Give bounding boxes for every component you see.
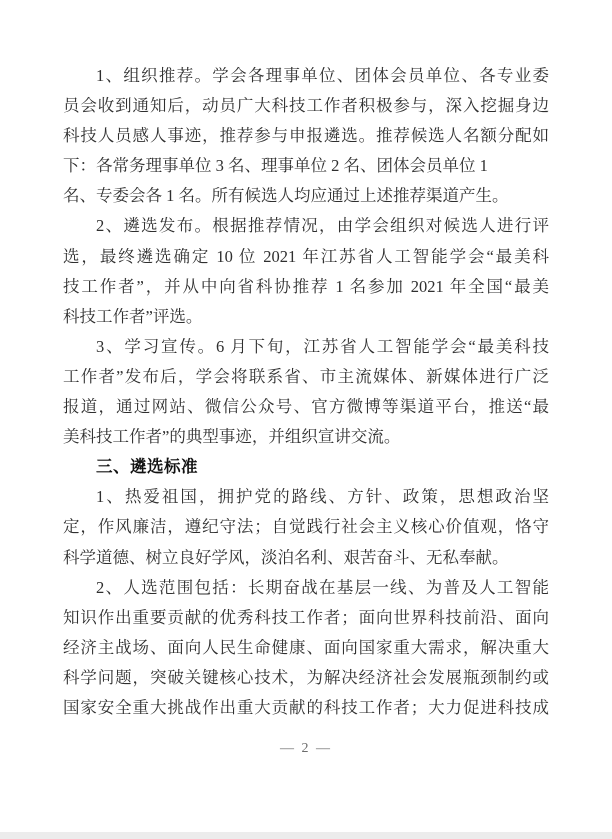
text-line: 员会收到通知后，动员广大科技工作者积极参与，深入挖掘身边	[63, 96, 549, 116]
section-heading: 三、遴选标准	[96, 457, 198, 477]
text-line: 美科技工作者”的典型事迹，并组织宣讲交流。	[63, 427, 401, 447]
text-line: 科技工作者”评选。	[63, 306, 203, 326]
page-number: — 2 —	[280, 741, 332, 756]
text-line: 定，作风廉洁，遵纪守法；自觉践行社会主义核心价值观，恪守	[63, 517, 549, 537]
text-line: 1、组织推荐。学会各理事单位、团体会员单位、各专业委	[96, 66, 549, 85]
text-line: 选，最终遴选确定 10 位 2021 年江苏省人工智能学会“最美科	[63, 246, 549, 266]
page-gap-divider	[0, 832, 612, 839]
text-line: 经济主战场、面向人民生命健康、面向国家重大需求，解决重大	[63, 637, 549, 657]
text-line: 2、遴选发布。根据推荐情况，由学会组织对候选人进行评	[96, 216, 549, 236]
text-line: 1、热爱祖国，拥护党的路线、方针、政策，思想政治坚	[96, 487, 549, 507]
text-line: 报道，通过网站、微信公众号、官方微博等渠道平台，推送“最	[63, 397, 549, 417]
text-line: 工作者”发布后，学会将联系省、市主流媒体、新媒体进行广泛	[63, 366, 549, 386]
text-line: 科学道德、树立良好学风，淡泊名利、艰苦奋斗、无私奉献。	[63, 547, 509, 567]
text-line: 国家安全重大挑战作出重大贡献的科技工作者；大力促进科技成	[63, 697, 549, 717]
text-line: 技工作者”，并从中向省科协推荐 1 名参加 2021 年全国“最美	[63, 276, 549, 296]
text-line: 3、学习宣传。6 月下旬，江苏省人工智能学会“最美科技	[96, 336, 549, 356]
document-body	[63, 61, 549, 723]
text-line: 科学问题，突破关键核心技术，为解决经济社会发展瓶颈制约或	[63, 667, 549, 687]
text-line: 下：各常务理事单位 3 名、理事单位 2 名、团体会员单位 1	[63, 156, 488, 176]
text-line: 知识作出重要贡献的优秀科技工作者；面向世界科技前沿、面向	[63, 607, 549, 627]
text-line: 科技人员感人事迹，推荐参与申报遴选。推荐候选人名额分配如	[63, 126, 549, 146]
text-line: 名、专委会各 1 名。所有候选人均应通过上述推荐渠道产生。	[63, 186, 509, 206]
text-line: 2、人选范围包括：长期奋战在基层一线、为普及人工智能	[96, 577, 549, 597]
